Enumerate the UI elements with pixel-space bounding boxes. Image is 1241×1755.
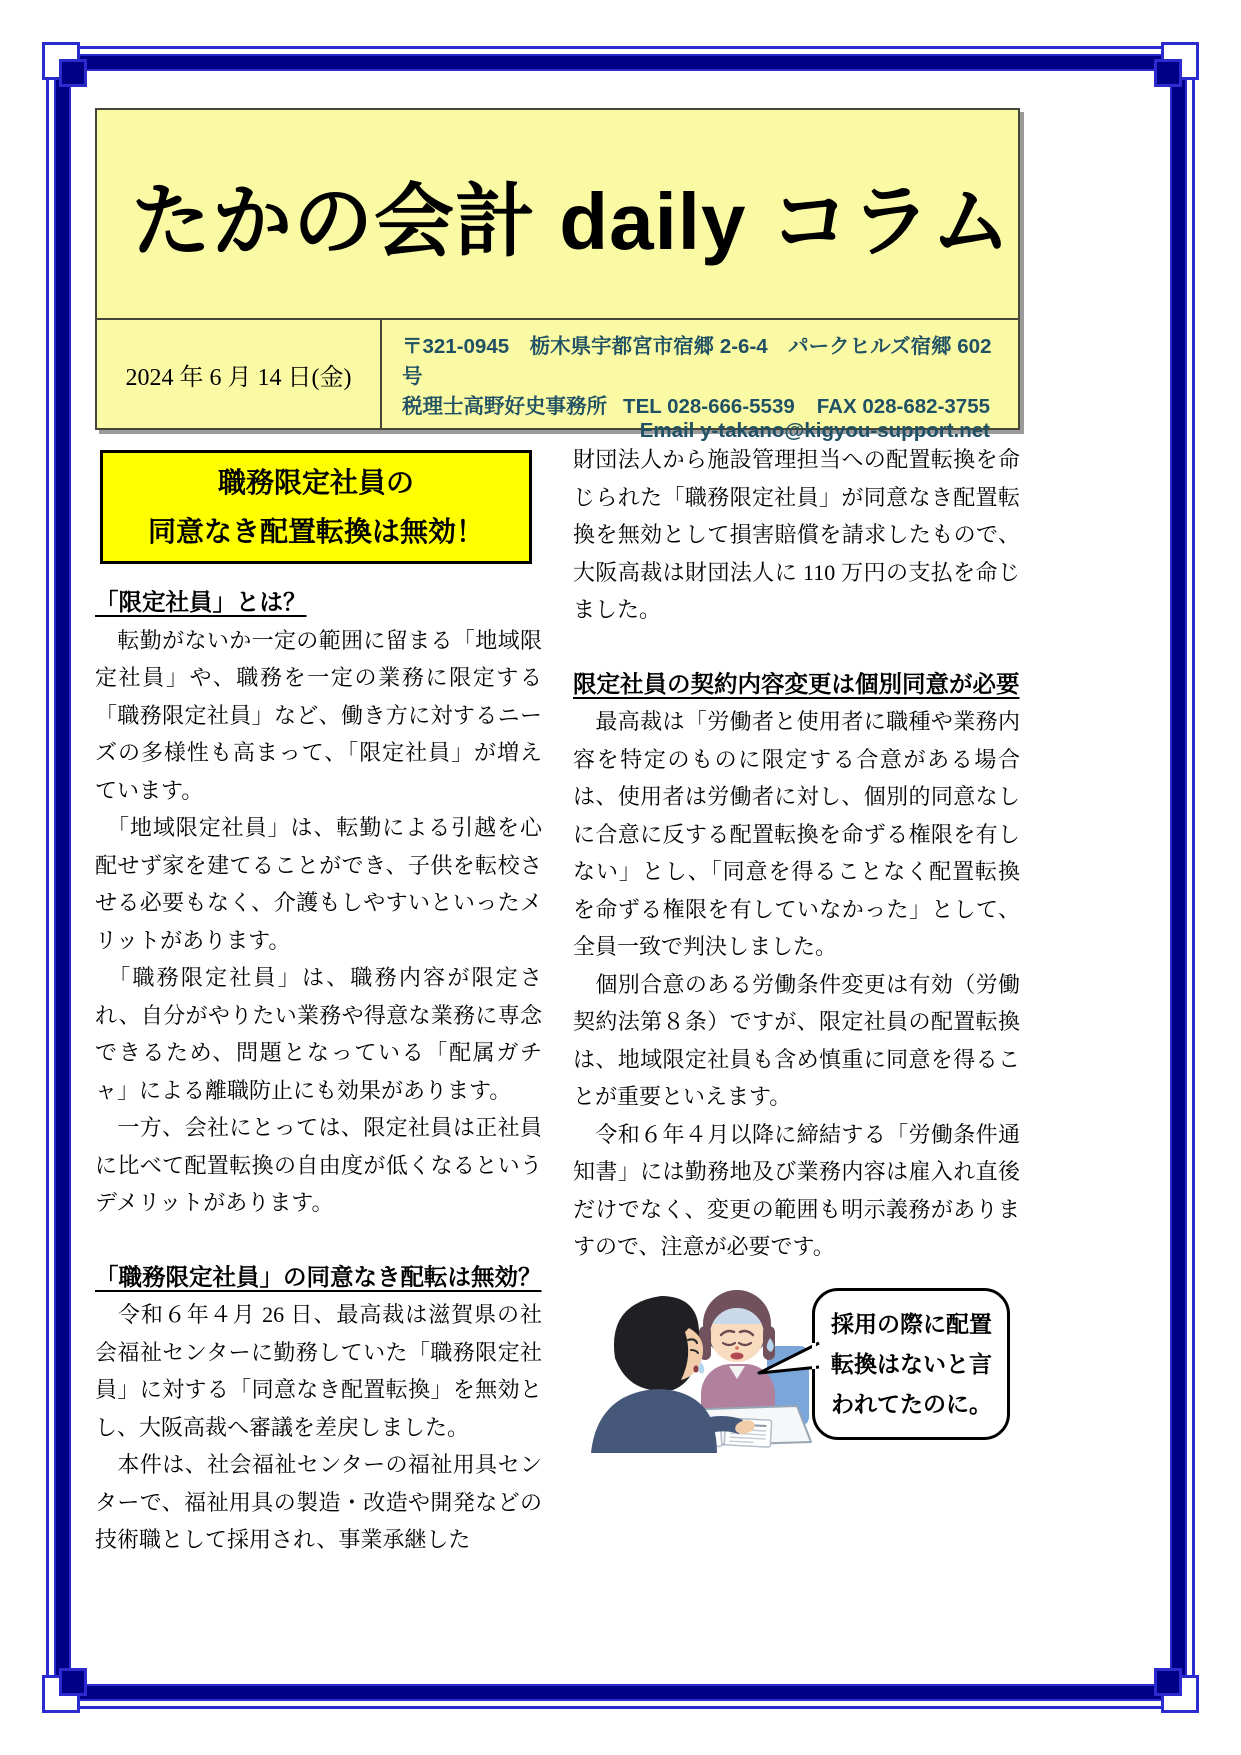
speech-bubble-line: われてたのに。 bbox=[831, 1391, 992, 1417]
section-heading: 限定社員の契約内容変更は個別同意が必要 bbox=[573, 670, 1020, 697]
newsletter-title: たかの会計 daily コラム bbox=[131, 176, 1012, 266]
office-email: Email y-takano@kigyou-support.net bbox=[639, 419, 990, 442]
paragraph: 最高裁は「労働者と使用者に職種や業務内容を特定のものに限定する合意がある場合は、使用者は労働者に対し、個別的同意なしに合意に反する配置転換を命ずる権限を有しない」とし、「同意を得ることなく配置転換を命ずる権限を有していなかった」として、全員一致で判決しました。 bbox=[573, 709, 1020, 959]
right-column bbox=[573, 441, 1020, 1266]
office-fax: FAX 028-682-3755 bbox=[816, 395, 990, 418]
headline-line: 職務限定社員の bbox=[217, 467, 414, 498]
corner-ornament-icon bbox=[59, 1668, 87, 1696]
paragraph: 転勤がないか一定の範囲に留まる「地域限定社員」や、職務を一定の業務に限定する「職務限定社員」など、働き方に対するニーズの多様性も高まって、「限定社員」が増えています。 bbox=[95, 627, 542, 803]
corner-ornament-icon bbox=[59, 59, 87, 87]
office-name: 税理士高野好史事務所 bbox=[402, 395, 607, 418]
article-headline bbox=[100, 450, 532, 564]
masthead-info-row bbox=[97, 320, 1018, 442]
section-heading: 「限定社員」とは？ bbox=[95, 589, 307, 615]
speech-bubble bbox=[812, 1288, 1010, 1440]
office-address: 〒321-0945 栃木県宇都宮市宿郷 2-6-4 パークヒルズ宿郷 602 号 bbox=[402, 335, 992, 388]
office-phone-row bbox=[402, 389, 1002, 419]
section-heading: 「職務限定社員」の同意なき配転は無効？ bbox=[95, 1263, 542, 1290]
paragraph: 「職務限定社員」は、職務内容が限定され、自分がやりたい業務や得意な業務に専念できるため、問題となっている「配属ガチャ」による離職防止にも効果があります。 bbox=[95, 965, 542, 1103]
speech-bubble-patch bbox=[812, 1343, 816, 1369]
paragraph: 本件は、社会福祉センターの福祉用具センターで、福祉用具の製造・改造や開発などの技術職として採用され、事業承継した bbox=[95, 1452, 542, 1552]
paragraph: 令和６年４月以降に締結する「労働条件通知書」には勤務地及び業務内容は雇入れ直後だけでなく、変更の範囲も明示義務がありますので、注意が必要です。 bbox=[573, 1121, 1020, 1259]
paragraph: 個別合意のある労働条件変更は有効（労働契約法第８条）ですが、限定社員の配置転換は、地域限定社員も含め慎重に同意を得ることが重要といえます。 bbox=[573, 971, 1020, 1109]
paragraph: 財団法人から施設管理担当への配置転換を命じられた「職務限定社員」が同意なき配置転換を無効として損害賠償を請求したもので、大阪高裁は財団法人に 110 万円の支払を命じました。 bbox=[573, 447, 1020, 622]
masthead-title-area bbox=[97, 110, 1018, 320]
headline-line: 同意なき配置転換は無効！ bbox=[147, 516, 484, 547]
masthead bbox=[95, 108, 1020, 442]
office-tel: TEL 028-666-5539 bbox=[623, 395, 795, 418]
left-column bbox=[95, 584, 542, 1559]
speech-bubble-line: 転換はないと言 bbox=[831, 1351, 992, 1377]
speech-bubble-line: 採用の際に配置 bbox=[831, 1311, 992, 1337]
paragraph: 一方、会社にとっては、限定社員は正社員に比べて配置転換の自由度が低くなるというデメリットがあります。 bbox=[95, 1115, 542, 1215]
paragraph: 「地域限定社員」は、転勤による引越を心配せず家を建てることができ、子供を転校させる必要もなく、介護もしやすいといったメリットがあります。 bbox=[95, 815, 542, 953]
office-contact-block bbox=[382, 320, 1018, 442]
corner-ornament-icon bbox=[1154, 1668, 1182, 1696]
corner-ornament-icon bbox=[1154, 59, 1182, 87]
paragraph: 令和６年４月 26 日、最高裁は滋賀県の社会福祉センターに勤務していた「職務限定社員」に対する「同意なき配置転換」を無効とし、大阪高裁へ審議を差戻しました。 bbox=[95, 1302, 542, 1440]
issue-date: 2024 年 6 月 14 日(金) bbox=[97, 320, 382, 428]
